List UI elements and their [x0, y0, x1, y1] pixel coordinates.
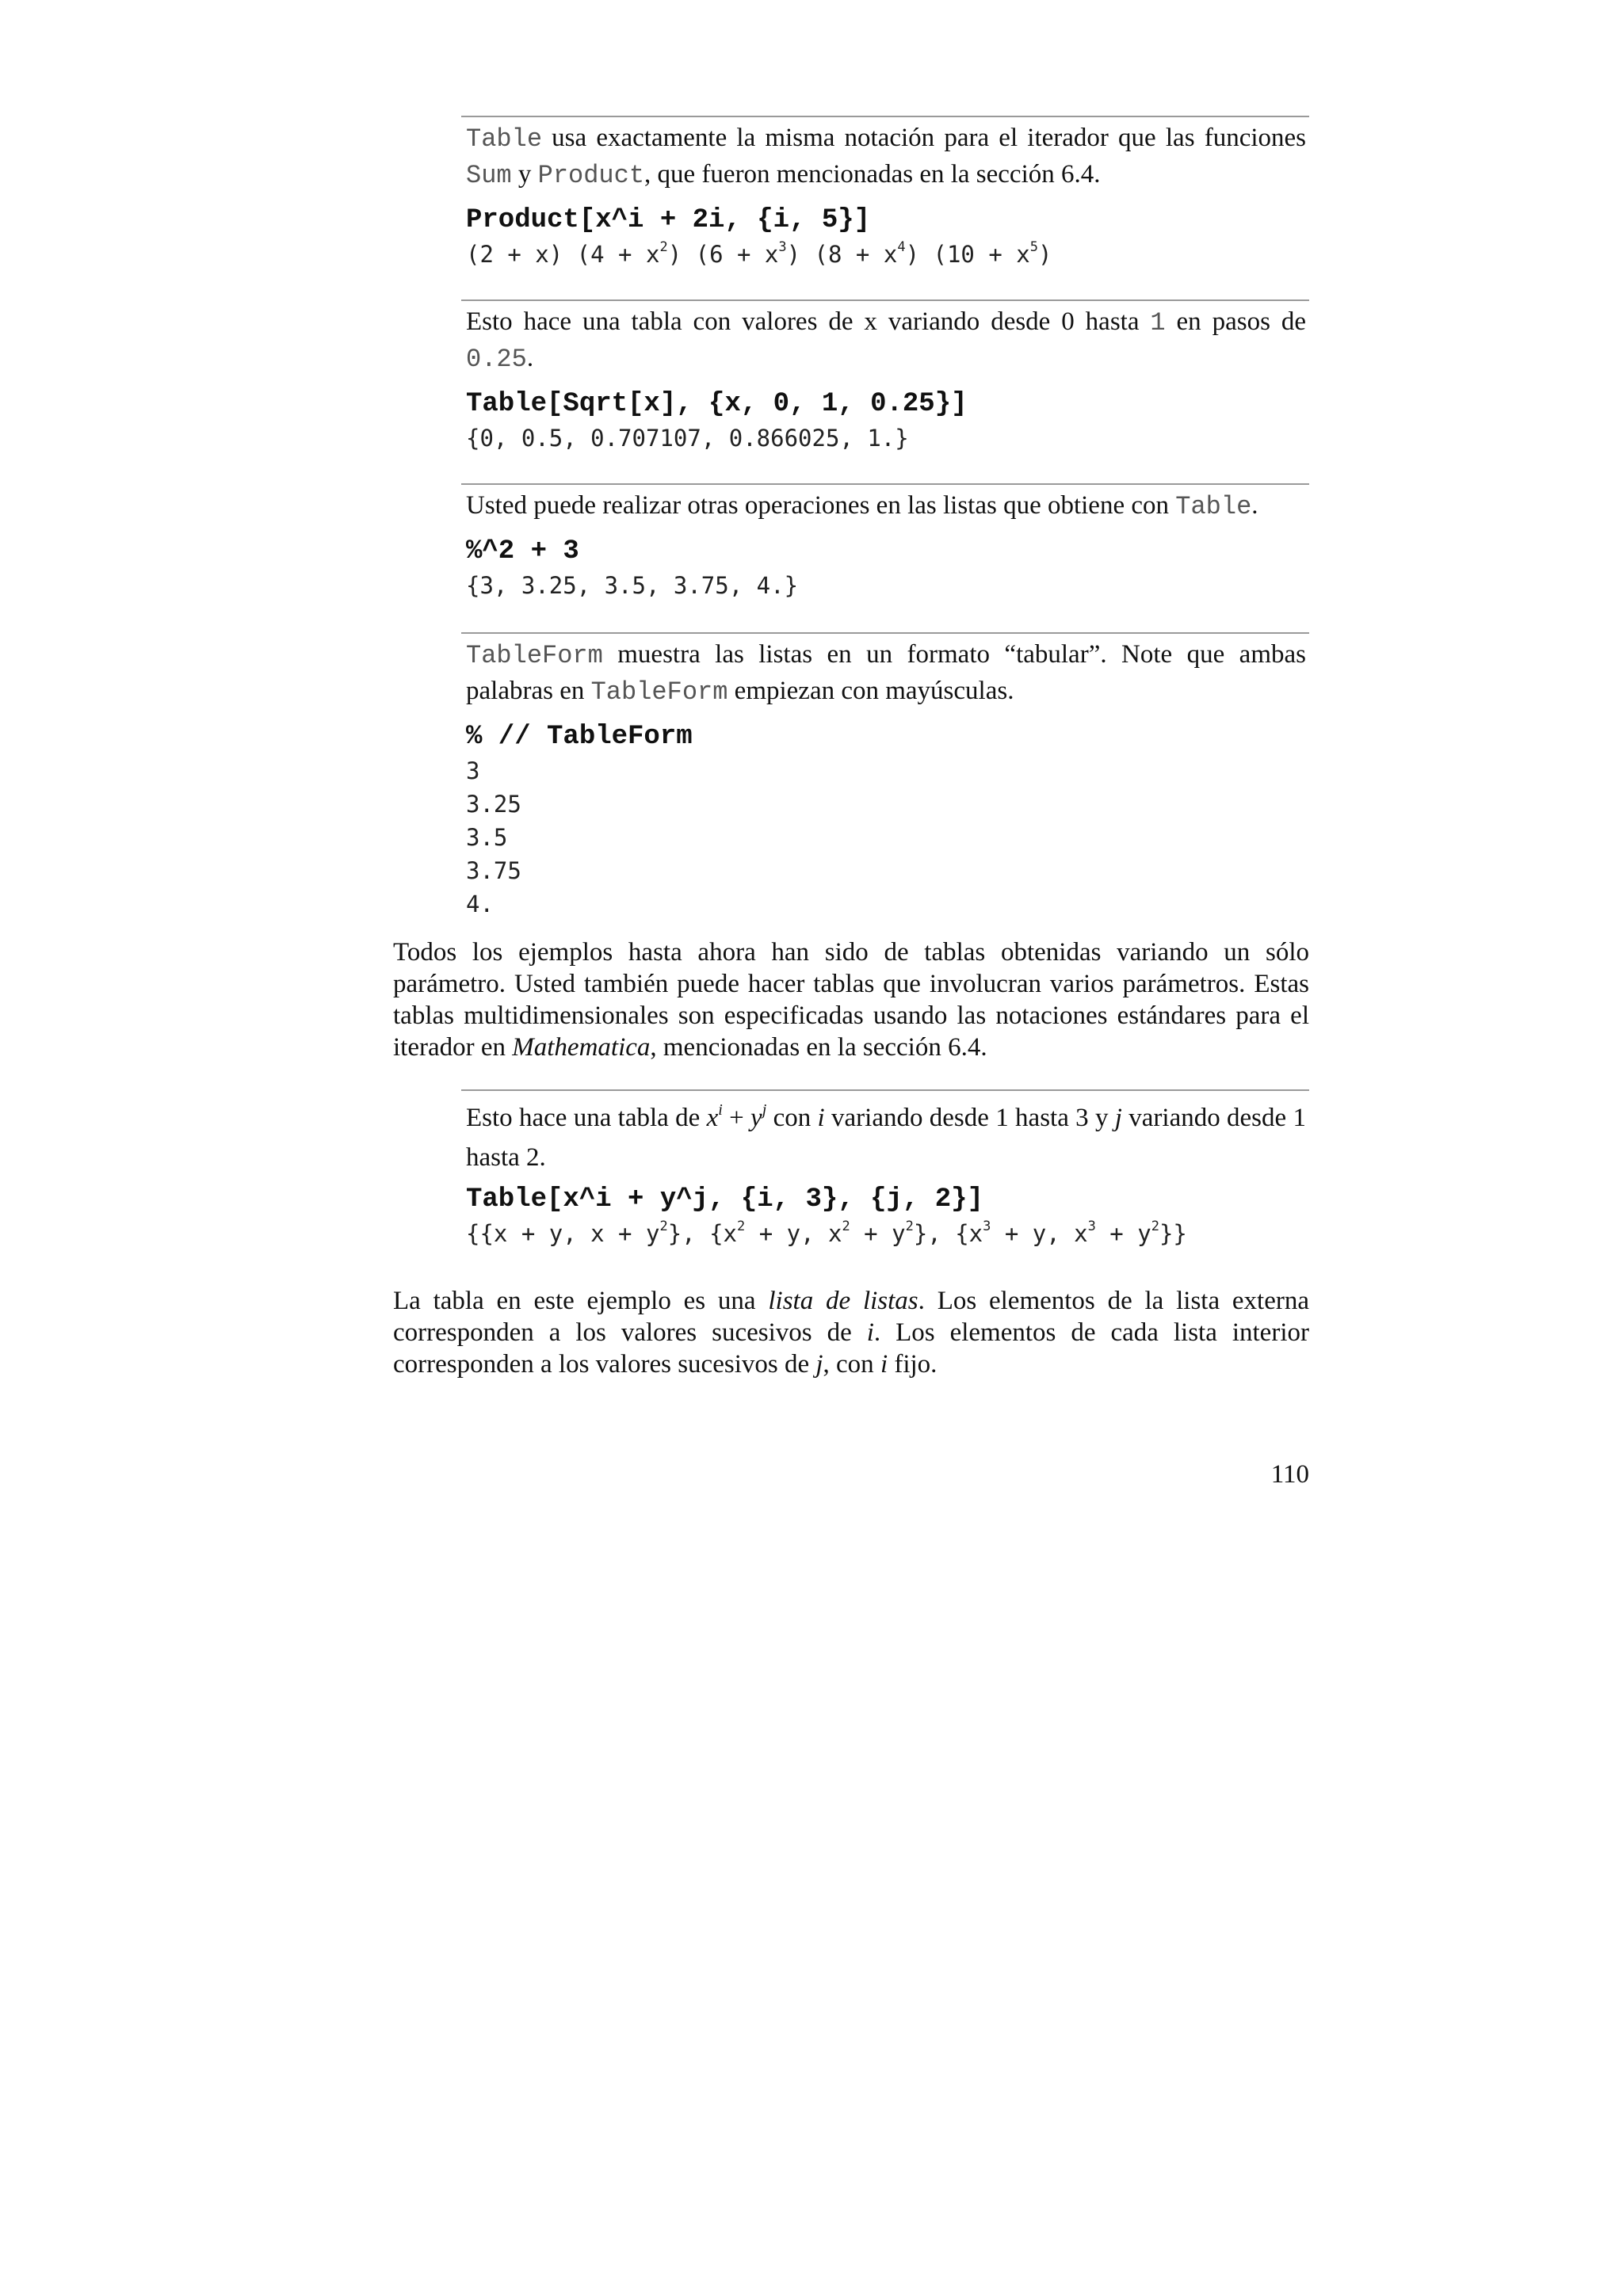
text-run: y	[511, 160, 538, 189]
text-run: en pasos de	[1165, 307, 1306, 336]
section-operations	[466, 488, 1306, 602]
inline-code: Table	[1175, 492, 1252, 521]
section-text	[466, 120, 1306, 193]
output-run: {{x + y, x + y	[466, 1220, 660, 1247]
output-run: + y	[850, 1220, 906, 1247]
inline-code: TableForm	[590, 677, 728, 707]
text-run: Usted puede realizar otras operaciones en las listas que obtiene con	[466, 491, 1176, 520]
exponent: 2	[842, 1219, 850, 1234]
exponent: 2	[1151, 1219, 1159, 1234]
exponent: 4	[897, 239, 906, 255]
text-run: usa exactamente la misma notación para el iterador que las funciones	[542, 124, 1306, 152]
section-tableform	[466, 637, 1306, 921]
section-text	[466, 488, 1306, 524]
math-var: i	[866, 1318, 874, 1347]
inline-code: Product	[537, 161, 645, 190]
text-run: variando desde 1 hasta 2.	[466, 1104, 1306, 1172]
input-cell: % // TableForm	[466, 722, 693, 752]
section-text	[466, 304, 1306, 377]
exponent: j	[762, 1101, 767, 1119]
italic-text: lista de listas	[768, 1287, 918, 1315]
output-line: 4.	[466, 891, 494, 917]
exponent: 3	[1087, 1219, 1096, 1234]
exponent: 3	[778, 239, 787, 255]
output-cell: {3, 3.25, 3.5, 3.75, 4.}	[466, 572, 799, 599]
math-var: j	[815, 1350, 823, 1379]
output-run: (2 + x) (4 + x	[466, 241, 660, 268]
section-multidim	[466, 1098, 1306, 1250]
text-run: .	[526, 344, 534, 372]
section-text	[466, 1098, 1306, 1177]
exponent: 2	[659, 239, 668, 255]
inline-code: 1	[1150, 308, 1166, 338]
input-cell: %^2 + 3	[466, 536, 579, 566]
output-line: 3.75	[466, 857, 521, 884]
output-run: }, {x	[667, 1220, 737, 1247]
text-run: empiezan con mayúsculas.	[727, 677, 1014, 705]
math-var: x	[706, 1104, 719, 1132]
section-text	[466, 637, 1306, 710]
output-line: 3.25	[466, 791, 521, 818]
text-run: fijo.	[888, 1350, 938, 1379]
output-run: + y, x	[991, 1220, 1088, 1247]
output-run: ) (10 + x	[905, 241, 1030, 268]
text-run: muestra las listas en un formato “tabular”. Note que ambas palabras en	[466, 640, 1306, 705]
math-var: j	[1114, 1104, 1122, 1132]
output-run: ) (6 + x	[667, 241, 779, 268]
exponent: 5	[1029, 239, 1038, 255]
output-cell	[466, 238, 1306, 271]
text-run: con	[766, 1104, 818, 1132]
section-divider	[461, 1089, 1309, 1091]
italic-text: Mathematica	[512, 1033, 651, 1062]
output-line: 3.5	[466, 824, 508, 851]
text-run: , que fueron mencionadas en la sección 6.4.	[644, 160, 1101, 189]
body-paragraph	[393, 936, 1309, 1063]
exponent: 2	[905, 1219, 914, 1234]
output-run: + y	[1095, 1220, 1151, 1247]
output-cell: {0, 0.5, 0.707107, 0.866025, 1.}	[466, 425, 909, 452]
output-line: 3	[466, 757, 480, 784]
section-divider	[461, 483, 1309, 485]
text-run: .	[1251, 491, 1258, 520]
exponent: i	[718, 1101, 723, 1119]
text-run: . Los elementos de cada lista interior corresponden a los valores sucesivos de	[393, 1318, 1309, 1379]
math-var: i	[817, 1104, 825, 1132]
input-cell: Product[x^i + 2i, {i, 5}]	[466, 205, 871, 235]
text-run: Esto hace una tabla con valores de x variando desde 0 hasta	[466, 307, 1151, 336]
exponent: 3	[983, 1219, 991, 1234]
section-product	[466, 120, 1306, 271]
section-sqrt	[466, 304, 1306, 455]
input-cell: Table[x^i + y^j, {i, 3}, {j, 2}]	[466, 1184, 983, 1215]
output-run: }}	[1159, 1220, 1187, 1247]
exponent: 2	[737, 1219, 746, 1234]
output-cell	[466, 1217, 1306, 1250]
text-run: Todos los ejemplos hasta ahora han sido de tablas obtenidas variando un sólo parámetro. Usted también puede hacer tablas que involucran varios parámetros. Estas tablas multidimensionales son especificadas usando las notaciones estándares para el iterador en	[393, 938, 1309, 1062]
math-var: i	[880, 1350, 888, 1379]
inline-code: Sum	[466, 161, 512, 190]
input-cell: Table[Sqrt[x], {x, 0, 1, 0.25}]	[466, 389, 968, 419]
output-run: }, {x	[913, 1220, 983, 1247]
inline-code: 0.25	[466, 345, 527, 374]
text-run: , con	[823, 1350, 880, 1379]
body-paragraph	[393, 1285, 1309, 1380]
section-divider	[461, 299, 1309, 301]
text-run: La tabla en este ejemplo es una	[393, 1287, 769, 1315]
text-run: Esto hace una tabla de	[466, 1104, 707, 1132]
page-number: 110	[1270, 1460, 1309, 1489]
inline-code: Table	[466, 124, 543, 154]
output-run: ) (8 + x	[786, 241, 898, 268]
section-divider	[461, 632, 1309, 634]
section-divider	[461, 116, 1309, 117]
inline-code: TableForm	[466, 641, 603, 670]
math-var: y	[750, 1104, 762, 1132]
output-run: + y, x	[745, 1220, 842, 1247]
text-run: variando desde 1 hasta 3 y	[824, 1104, 1115, 1132]
math-expression	[706, 1101, 767, 1132]
text-run: , mencionadas en la sección 6.4.	[650, 1033, 987, 1062]
text-run: . Los elementos de la lista externa corresponden a los valores sucesivos de	[393, 1287, 1310, 1347]
exponent: 2	[659, 1219, 668, 1234]
output-run: )	[1037, 241, 1052, 268]
math-operator: +	[722, 1104, 751, 1132]
